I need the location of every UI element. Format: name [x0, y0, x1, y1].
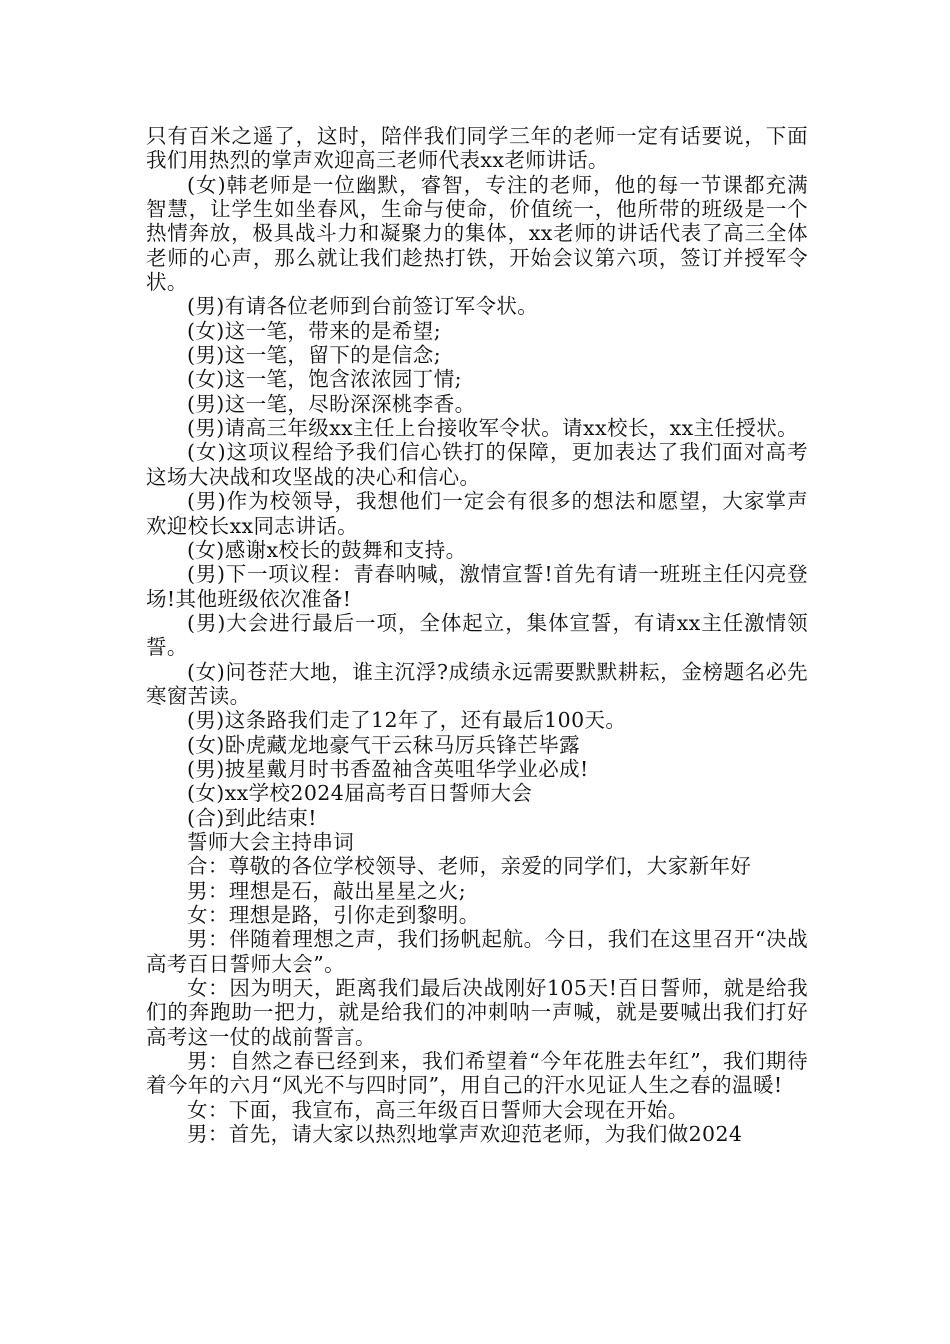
paragraph: (女)卧虎藏龙地豪气干云秣马厉兵锋芒毕露	[187, 732, 580, 757]
paragraph: (男)这一笔，留下的是信念;	[187, 343, 442, 368]
paragraph: (合)到此结束!	[187, 805, 317, 830]
paragraph: (男)披星戴月时书香盈袖含英咀华学业必成!	[187, 756, 589, 781]
paragraph: (女)问苍茫大地，谁主沉浮?成绩永远需要默默耕耘，金榜题名必先寒窗苦读。	[146, 659, 808, 708]
paragraph: (男)这条路我们走了12年了，还有最后100天。	[187, 708, 627, 733]
paragraph: (女)韩老师是一位幽默，睿智，专注的老师，他的每一节课都充满智慧，让学生如坐春风，生命与使命，价值统一，他所带的班级是一个热情奔放，极具战斗力和凝聚力的集体，xx老师的讲话代表了高三全体老师的心声，那么就让我们趁热打铁，开始会议第六项，签订并授军令状。	[146, 172, 808, 295]
paragraph: (男)作为校领导，我想他们一定会有很多的想法和愿望，大家掌声欢迎校长xx同志讲话。	[146, 489, 808, 538]
paragraph: 合：尊敬的各位学校领导、老师，亲爱的同学们，大家新年好	[187, 854, 752, 879]
paragraph: (男)大会进行最后一项，全体起立，集体宣誓，有请xx主任激情领誓。	[146, 610, 808, 660]
paragraph: (男)请高三年级xx主任上台接收军令状。请xx校长，xx主任授状。	[187, 416, 799, 441]
paragraph: 男：理想是石，敲出星星之火;	[187, 878, 467, 903]
paragraph: (女)感谢x校长的鼓舞和支持。	[187, 537, 467, 562]
paragraph: 男：首先，请大家以热烈地掌声欢迎范老师，为我们做2024	[187, 1122, 743, 1147]
paragraph: (女)这一笔，带来的是希望;	[187, 318, 442, 343]
paragraph: 男：自然之春已经到来，我们希望着“今年花胜去年红”，我们期待着今年的六月“风光不与四时同”，用自己的汗水见证人生之春的温暖!	[146, 1049, 808, 1098]
paragraph: (男)这一笔，尽盼深深桃李香。	[187, 391, 476, 416]
paragraph: (女)这一笔，饱含浓浓园丁情;	[187, 367, 462, 392]
document-body	[146, 124, 808, 1146]
paragraph: (女)这项议程给予我们信心铁打的保障，更加表达了我们面对高考这场大决战和攻坚战的决心和信心。	[146, 440, 808, 489]
paragraph: (男)有请各位老师到台前签订军令状。	[187, 294, 539, 319]
paragraph: (男)下一项议程：青春呐喊，激情宣誓!首先有请一班班主任闪亮登场!其他班级依次准备!	[146, 562, 808, 611]
paragraph: 只有百米之遥了，这时，陪伴我们同学三年的老师一定有话要说，下面我们用热烈的掌声欢迎高三老师代表xx老师讲话。	[146, 124, 808, 173]
paragraph: 女：因为明天，距离我们最后决战刚好105天!百日誓师，就是给我们的奔跑助一把力，就是给我们的冲刺呐一声喊，就是要喊出我们打好高考这一仗的战前誓言。	[146, 976, 808, 1049]
paragraph: 男：伴随着理想之声，我们扬帆起航。今日，我们在这里召开“决战高考百日誓师大会”。	[146, 927, 808, 976]
paragraph: (女)xx学校2024届高考百日誓师大会	[187, 781, 533, 806]
paragraph: 女：理想是路，引你走到黎明。	[187, 903, 480, 927]
paragraph: 女：下面，我宣布，高三年级百日誓师大会现在开始。	[187, 1097, 689, 1122]
paragraph: 誓师大会主持串词	[187, 829, 355, 854]
